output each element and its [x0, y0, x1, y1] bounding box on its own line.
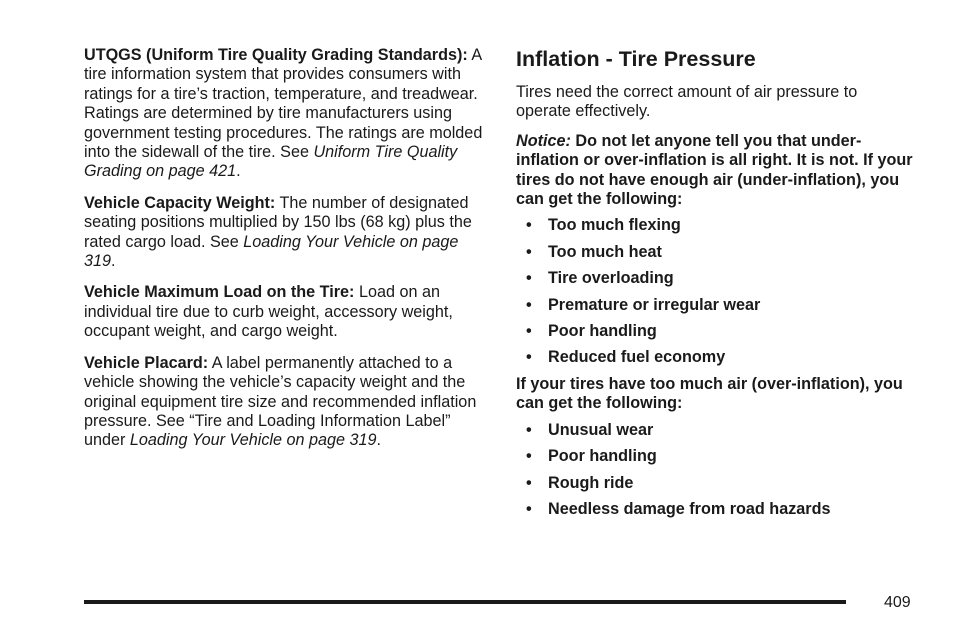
glossary-term: Vehicle Placard: [84, 353, 209, 372]
glossary-definition: Load on an individual tire due to curb weight, accessory weight, occupant weight, and cargo weight. [84, 283, 453, 341]
list-item: • Reduced fuel economy [526, 348, 726, 367]
footer-rule [84, 600, 846, 604]
list-item: • Too much flexing [526, 216, 681, 235]
over-inflation-intro: If your tires have too much air (over-inflation), you can get the following: [516, 374, 903, 413]
list-item: • Premature or irregular wear [526, 295, 761, 314]
glossary-entry-vehicle-maximum-load [84, 283, 484, 341]
bullet-icon: • [526, 348, 532, 367]
list-item: • Rough ride [526, 473, 634, 492]
left-column [84, 46, 484, 463]
under-inflation-list [516, 216, 916, 367]
section-intro: Tires need the correct amount of air pressure to operate effectively. [516, 83, 858, 121]
glossary-entry-vehicle-capacity-weight: Vehicle Capacity Weight: The number of designated seating positions multiplied by 150 lbs (68 kg) plus the rated cargo load. See Loading Your Vehicle on page 319. [84, 193, 472, 271]
glossary-term: Vehicle Maximum Load on the Tire: [84, 283, 355, 302]
bullet-icon: • [526, 322, 532, 341]
bullet-icon: • [526, 216, 532, 235]
bullet-icon: • [526, 420, 532, 439]
list-item: • Too much heat [526, 242, 662, 261]
glossary-definition: The number of designated seating positions multiplied by 150 lbs (68 kg) plus the rated cargo load. See [84, 193, 472, 251]
over-inflation-list [516, 421, 916, 520]
glossary-term: Vehicle Capacity Weight: [84, 193, 276, 212]
glossary-definition: A tire information system that provides consumers with ratings for a tire’s traction, temperature, and treadwear. Ratings are determined by tire manufacturers using government testing procedures. The ratings are molded into the sidewall of the tire. See [84, 46, 483, 162]
notice-label: Notice: [516, 131, 571, 150]
right-column [516, 46, 916, 526]
glossary-entry-vehicle-placard: Vehicle Placard: A label permanently attached to a vehicle showing the vehicle’s capacity weight and the original equipment tire size and recommended inflation pressure. See “Tire and Loading Information Label” under Loading Your Vehicle on page 319. [84, 353, 477, 450]
bullet-icon: • [526, 242, 532, 261]
page-reference: Loading Your Vehicle on page 319 [84, 232, 459, 271]
page-reference: Loading Your Vehicle on page 319 [129, 431, 377, 450]
section-heading: Inflation - Tire Pressure [516, 47, 756, 71]
glossary-definition: A label permanently attached to a vehicle showing the vehicle’s capacity weight and the original equipment tire size and recommended inflation pressure. See “Tire and Loading Information Label” under [84, 353, 477, 450]
bullet-icon: • [526, 473, 532, 492]
list-item: • Poor handling [526, 322, 657, 341]
notice-paragraph [516, 132, 916, 210]
list-item: • Tire overloading [526, 269, 674, 288]
page-reference: Uniform Tire Quality Grading on page 421 [84, 143, 458, 181]
bullet-icon: • [526, 447, 532, 466]
bullet-icon: • [526, 269, 532, 288]
list-item: • Needless damage from road hazards [526, 499, 831, 518]
list-item: • Unusual wear [526, 420, 654, 439]
glossary-term: UTQGS (Uniform Tire Quality Grading Standards): [84, 46, 468, 64]
bullet-icon: • [526, 499, 532, 518]
list-item: • Poor handling [526, 447, 657, 466]
bullet-icon: • [526, 295, 532, 314]
page-number: 409 [884, 594, 911, 611]
glossary-entry-utqgs: UTQGS (Uniform Tire Quality Grading Standards): A tire information system that provides consumers with ratings for a tire’s traction, temperature, and treadwear. Ratings are determined by tire manufacturers using government testing procedures. The ratings are molded into the sidewall of the tire. See Uniform Tire Quality Grading on page 421. [84, 46, 483, 181]
notice-text: Do not let anyone tell you that under-inflation or over-inflation is all right. It is not. If your tires do not have enough air (under-inflation), you can get the following: [516, 131, 913, 209]
